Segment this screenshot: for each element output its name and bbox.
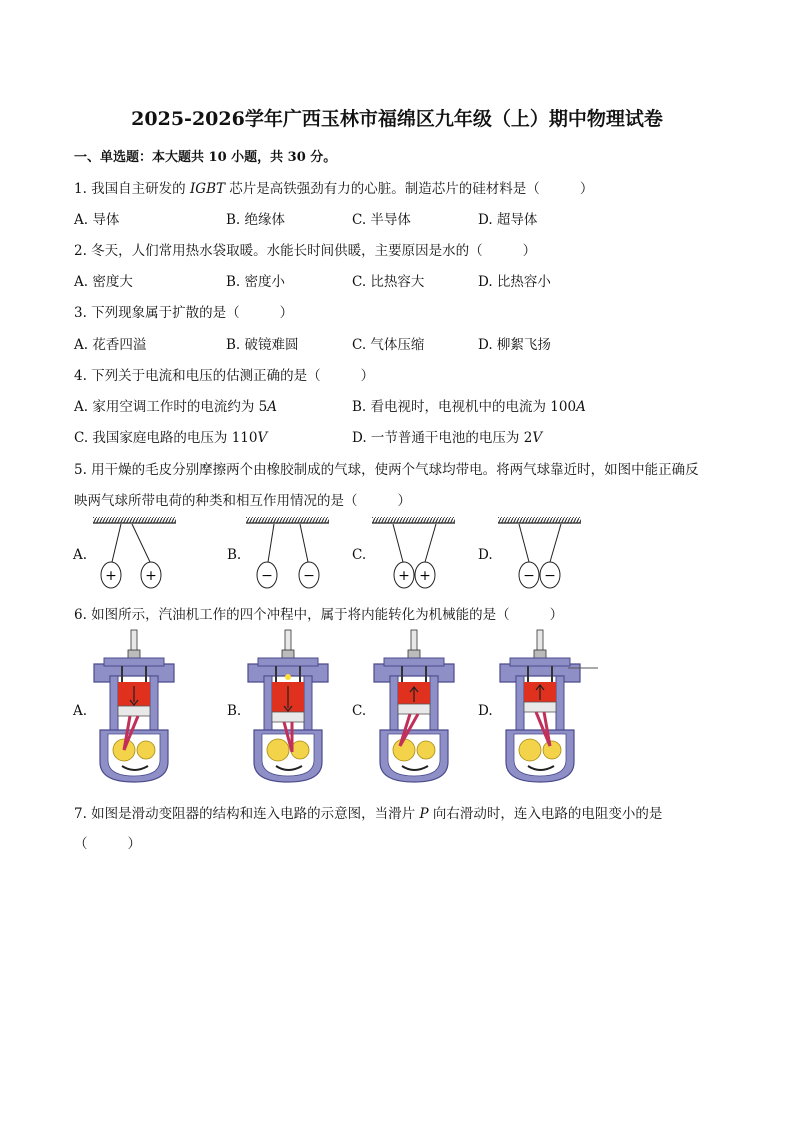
- q5-option-a-label[interactable]: A.: [73, 547, 88, 563]
- question-3: 3. 下列现象属于扩散的是（ ）: [74, 305, 294, 321]
- q5-balloon-figures: [0, 512, 794, 602]
- q4-option-b[interactable]: B. 看电视时，电视机中的电流为 100A: [352, 399, 586, 415]
- q2-option-a[interactable]: A. 密度大: [74, 274, 133, 290]
- charge-symbol: +: [419, 568, 431, 584]
- q6-option-d-label[interactable]: D.: [478, 703, 493, 719]
- q2-option-d[interactable]: D. 比热容小: [478, 274, 551, 290]
- q4-option-d[interactable]: D. 一节普通干电池的电压为 2V: [352, 430, 543, 446]
- question-5-line-1: 5. 用干燥的毛皮分别摩擦两个由橡胶制成的气球，使两个气球均带电。将两气球靠近时，如图中能正确反: [74, 462, 699, 478]
- q6-option-b-label[interactable]: B.: [227, 703, 242, 719]
- q5-option-d-label[interactable]: D.: [478, 547, 493, 563]
- q2-option-b[interactable]: B. 密度小: [226, 274, 286, 290]
- q4-option-a[interactable]: A. 家用空调工作时的电流约为 5A: [74, 399, 277, 415]
- q4-option-c[interactable]: C. 我国家庭电路的电压为 110V: [74, 430, 268, 446]
- charge-symbol: −: [303, 568, 315, 584]
- q6-option-c-label[interactable]: C.: [352, 703, 367, 719]
- charge-symbol: −: [544, 568, 556, 584]
- q6-engine-a: [94, 630, 174, 782]
- question-6: 6. 如图所示，汽油机工作的四个冲程中，属于将内能转化为机械能的是（ ）: [74, 607, 564, 623]
- q3-option-d[interactable]: D. 柳絮飞扬: [478, 337, 551, 353]
- q5-figure-d: [498, 517, 581, 588]
- question-4: 4. 下列关于电流和电压的估测正确的是（ ）: [74, 368, 375, 384]
- section-heading: 一、单选题：本大题共 10 小题，共 30 分。: [74, 150, 337, 165]
- q1-option-d[interactable]: D. 超导体: [478, 212, 538, 228]
- q5-figure-c: [372, 517, 455, 588]
- question-5-line-2: 映两气球所带电荷的种类和相互作用情况的是（ ）: [74, 493, 411, 509]
- question-2: 2. 冬天，人们常用热水袋取暖。水能长时间供暖，主要原因是水的（ ）: [74, 243, 537, 259]
- page-title: 2025-2026学年广西玉林市福绵区九年级（上）期中物理试卷: [131, 108, 663, 130]
- q6-engine-figures: [0, 630, 794, 790]
- q5-option-c-label[interactable]: C.: [352, 547, 367, 563]
- q2-option-c[interactable]: C. 比热容大: [352, 274, 425, 290]
- charge-symbol: +: [145, 568, 157, 584]
- q3-option-b[interactable]: B. 破镜难圆: [226, 337, 299, 353]
- charge-symbol: +: [398, 568, 410, 584]
- q5-figure-a: [93, 517, 176, 588]
- question-7-line-1: 7. 如图是滑动变阻器的结构和连入电路的示意图，当滑片 P 向右滑动时，连入电路的电阻变小的是: [74, 806, 663, 822]
- q5-figure-b: [246, 517, 329, 588]
- q1-option-a[interactable]: A. 导体: [74, 212, 120, 228]
- q6-engine-b: [248, 630, 328, 782]
- q3-option-c[interactable]: C. 气体压缩: [352, 337, 425, 353]
- q1-option-b[interactable]: B. 绝缘体: [226, 212, 286, 228]
- q3-option-a[interactable]: A. 花香四溢: [74, 337, 147, 353]
- charge-symbol: +: [105, 568, 117, 584]
- charge-symbol: −: [523, 568, 535, 584]
- q6-engine-d: [500, 630, 598, 782]
- q5-option-b-label[interactable]: B.: [227, 547, 242, 563]
- question-7-line-2: （ ）: [74, 836, 141, 852]
- q6-engine-c: [374, 630, 454, 782]
- q1-option-c[interactable]: C. 半导体: [352, 212, 411, 228]
- q6-option-a-label[interactable]: A.: [73, 703, 88, 719]
- question-1: 1. 我国自主研发的 IGBT 芯片是高铁强劲有力的心脏。制造芯片的硅材料是（ ）: [74, 181, 594, 197]
- charge-symbol: −: [261, 568, 273, 584]
